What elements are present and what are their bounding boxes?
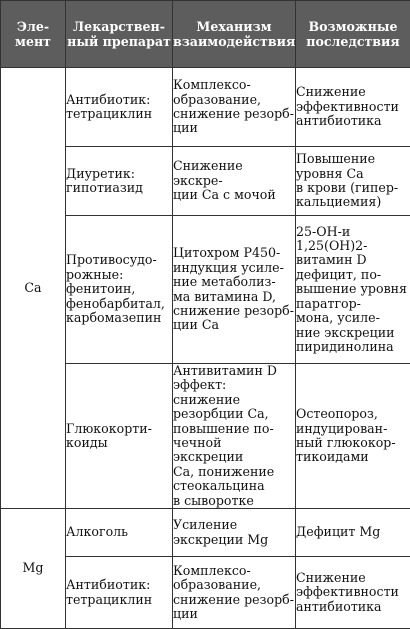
mechanism-cell	[173, 68, 296, 147]
table-row-ca-tetracycline	[1, 68, 410, 147]
drug-cell	[66, 147, 173, 216]
consequence-cell	[296, 68, 410, 147]
drug-cell	[66, 216, 173, 364]
mechanism-cell	[173, 216, 296, 364]
drug-text: Антибиотик: тетрациклин	[66, 93, 172, 122]
consequence-text: Остеопороз, индуцирован- ный глюкокор- тикоидами	[296, 407, 410, 465]
mechanism-text: Комплексо- образование, снижение резорб- ции	[173, 78, 295, 136]
consequence-text: Дефицит Mg	[296, 525, 410, 539]
header-drug	[66, 1, 173, 68]
mechanism-text: Снижение экскре- ции Ca с мочой	[173, 159, 295, 202]
table-row-mg-alcohol	[1, 509, 410, 557]
consequence-cell	[296, 364, 410, 509]
header-element-text: Эле- мент	[15, 19, 51, 49]
header-mechanism	[173, 1, 296, 68]
header-consequence	[296, 1, 410, 68]
drug-text: Алкоголь	[66, 525, 172, 539]
drug-cell	[66, 557, 173, 629]
header-mechanism-text: Механизм взаимодействия	[173, 19, 295, 49]
header-row	[1, 1, 410, 68]
drug-cell	[66, 364, 173, 509]
element-ca: Ca	[24, 280, 41, 295]
consequence-text: Снижение эффективности антибиотика	[296, 571, 410, 614]
element-cell-mg	[1, 509, 66, 629]
drug-cell	[66, 509, 173, 557]
drug-text: Глюкокорти- коиды	[66, 422, 172, 451]
consequence-cell	[296, 147, 410, 216]
mechanism-cell	[173, 364, 296, 509]
mechanism-text: Цитохром P450- индукция усиле- ние метаболиз- ма витамина D, снижение резорб- ции Ca	[173, 246, 295, 332]
consequence-cell	[296, 557, 410, 629]
header-consequence-text: Возможные последствия	[306, 19, 399, 49]
consequence-text: 25-OH-и 1,25(OH)2- витамин D дефицит, по- вышение уровня паратгор- мона, усиле- ние экскреции пиридинолина	[296, 225, 410, 355]
consequence-text: Повышение уровня Ca в крови (гипер- кальциемия)	[296, 152, 410, 210]
drug-cell	[66, 68, 173, 147]
consequence-text: Снижение эффективности антибиотика	[296, 85, 410, 128]
mechanism-cell	[173, 147, 296, 216]
element-cell-ca	[1, 68, 66, 509]
mechanism-text: Комплексо- образование, снижение резорб- ции	[173, 564, 295, 622]
header-drug-text: Лекарствен- ный препарат	[67, 19, 171, 49]
mechanism-cell	[173, 509, 296, 557]
element-mg: Mg	[23, 560, 44, 575]
mechanism-text: Усиление экскреции Mg	[173, 518, 295, 547]
drug-text: Противосудо- рожные: фенитоин, фенобарбитал, карбомазепин	[66, 253, 172, 325]
mechanism-text: Антивитамин D эффект: снижение резорбции Ca, повышение по- чечной экскреции Ca, понижение стеокальцина в сыворотке	[173, 364, 295, 508]
mechanism-cell	[173, 557, 296, 629]
consequence-cell	[296, 509, 410, 557]
drug-text: Диуретик: гипотиазид	[66, 167, 172, 196]
consequence-cell	[296, 216, 410, 364]
header-element	[1, 1, 66, 68]
drug-text: Антибиотик: тетрациклин	[66, 578, 172, 607]
